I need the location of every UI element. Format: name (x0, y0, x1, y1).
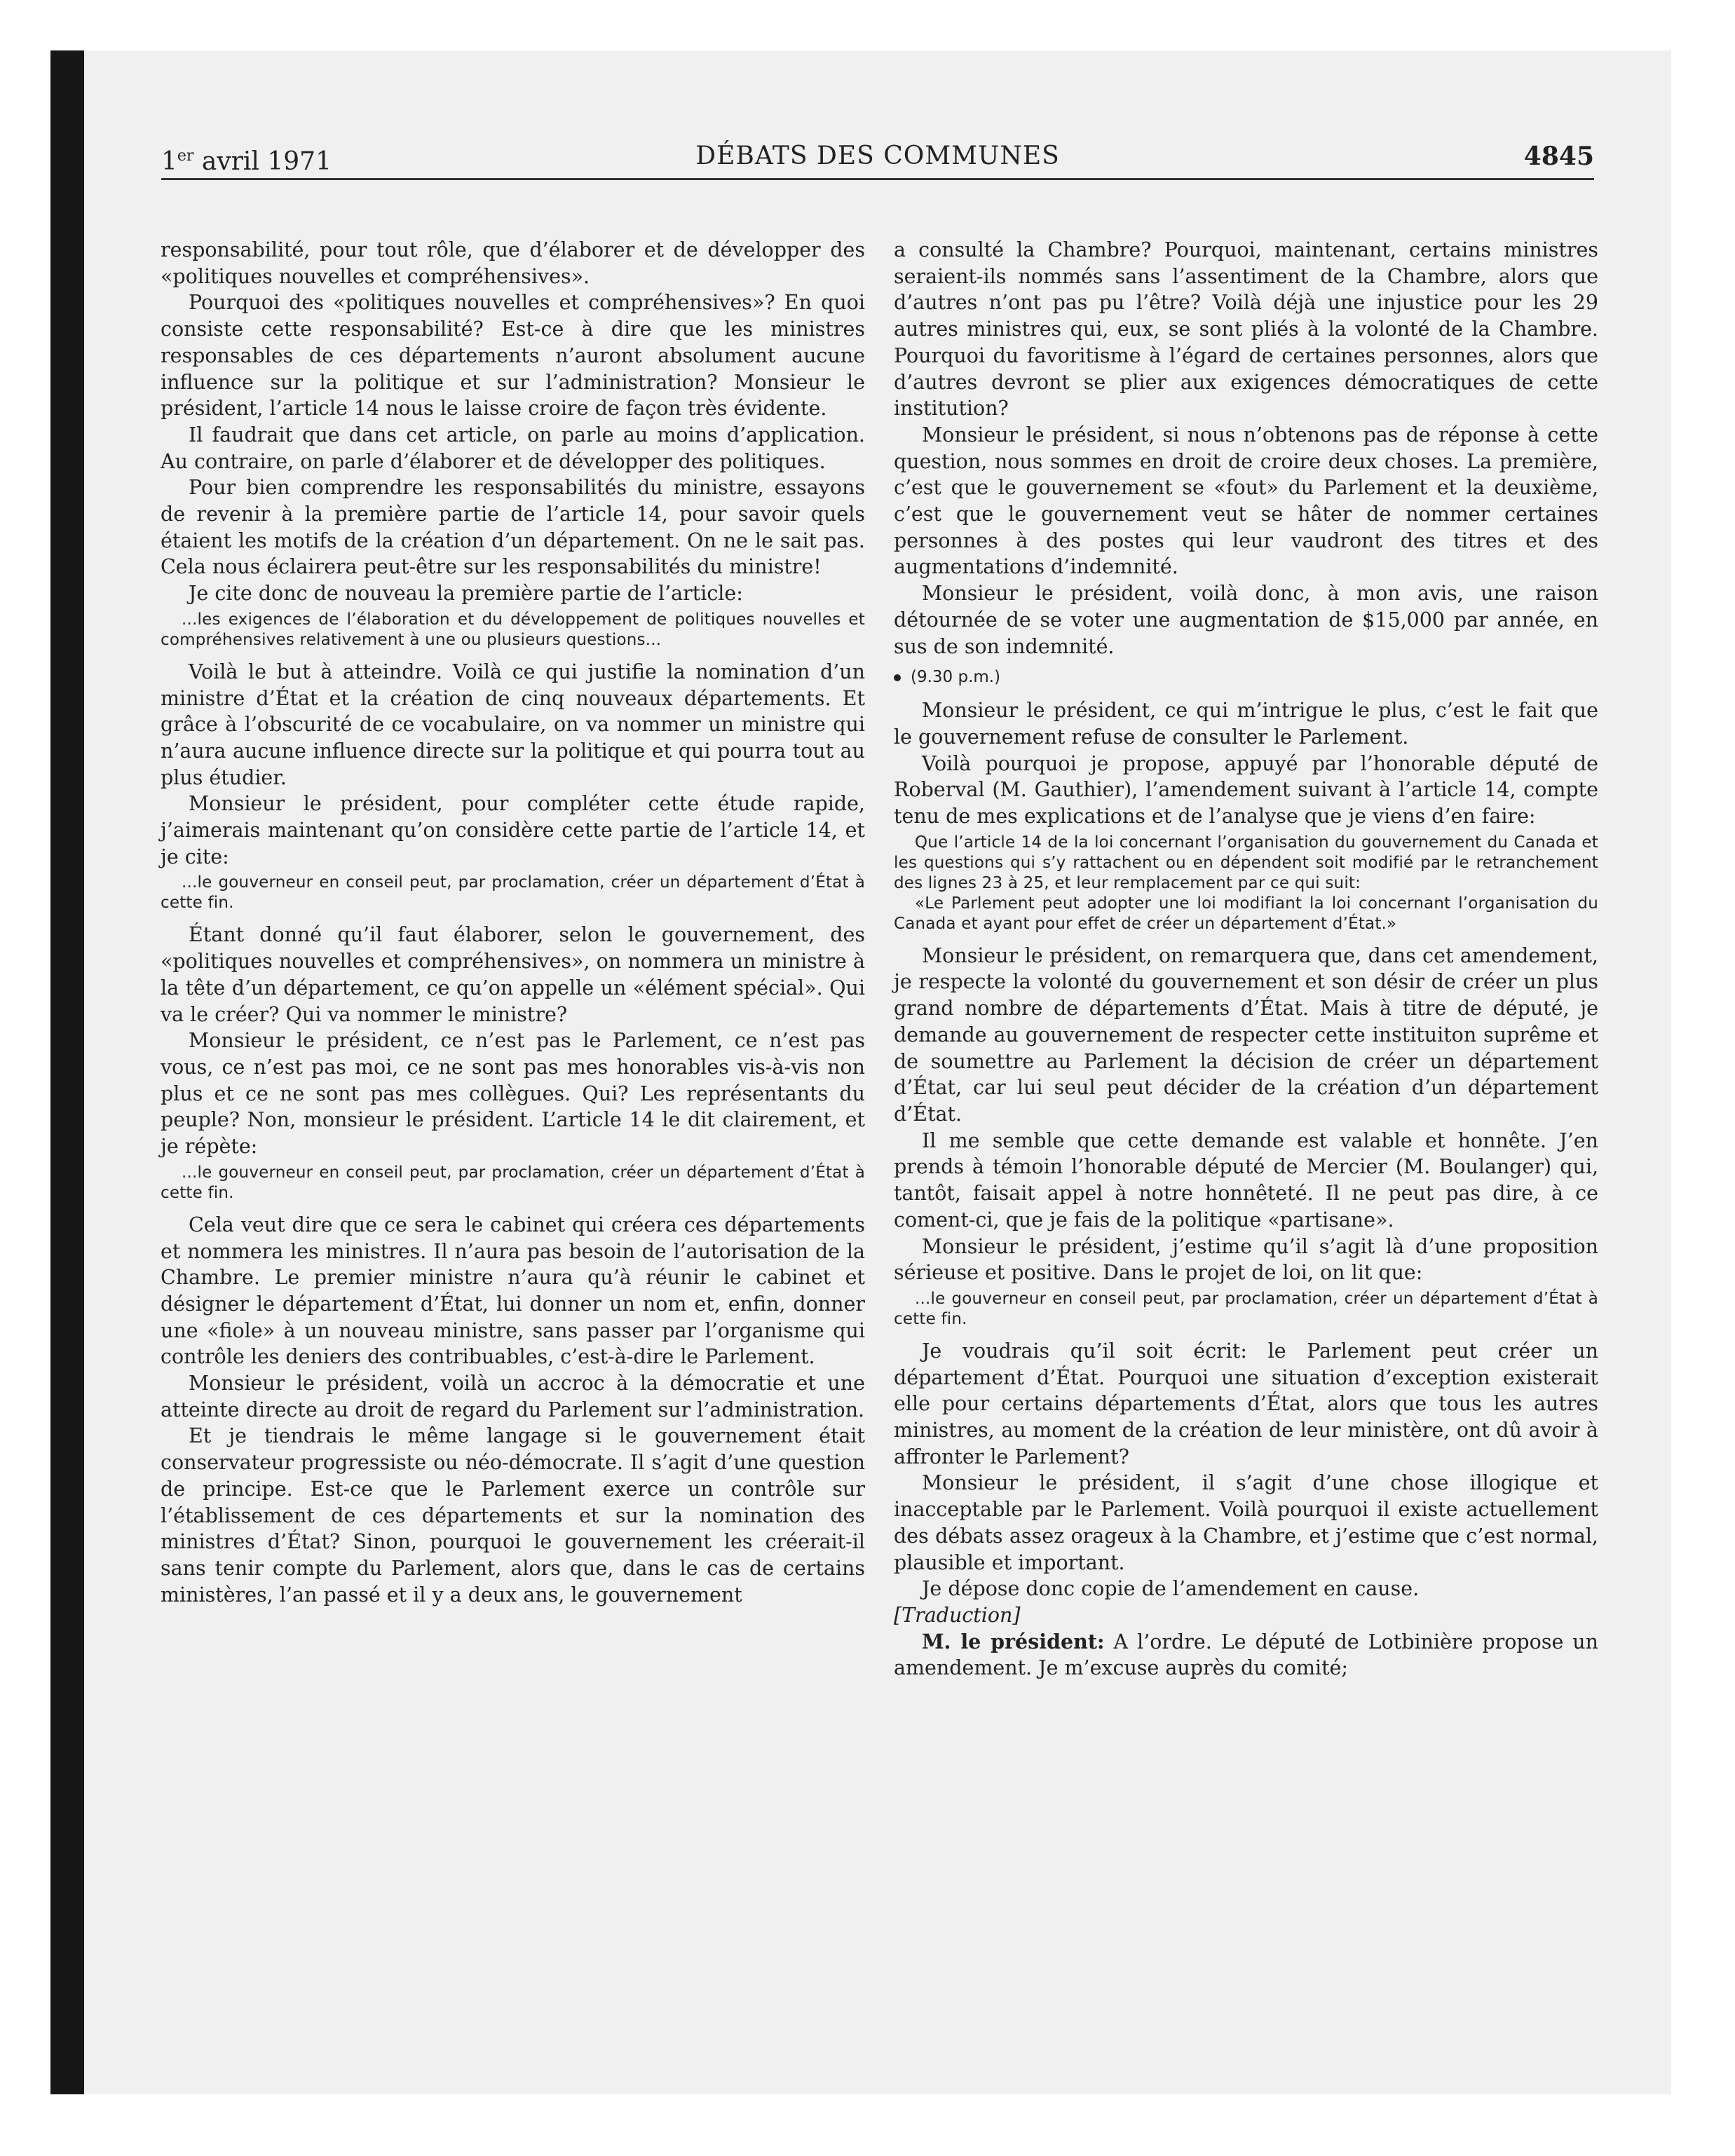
paragraph: Monsieur le président, voilà donc, à mon avis, une raison détournée de se voter une augmentation de $15,000 par année, en sus de son indemnité. (894, 582, 1598, 658)
paragraph: Monsieur le président, si nous n’obtenons pas de réponse à cette question, nous sommes en droit de croire deux choses. La première, c’est que le gouvernement se «fout» du Parlement et la deuxième, c’est que le gouvernement veut se hâter de nommer certaines personnes à des postes qui leur vaudront des titres et des augmentations d’indemnité. (894, 423, 1598, 579)
paragraph: Monsieur le président, il s’agit d’une chose illogique et inacceptable par le Parlement. Voilà pourquoi il existe actuellement des débats assez orageux à la Chambre, et j’estime que c’est normal, plausible et important. (894, 1471, 1598, 1574)
date-superscript: er (177, 147, 194, 165)
bullet-icon (894, 674, 901, 681)
paragraph (894, 1629, 1598, 1681)
paragraph: Monsieur le président, pour compléter cette étude rapide, j’aimerais maintenant qu’on considère cette partie de l’article 14, et je cite: (161, 792, 865, 868)
speaker-name: M. le président: (922, 1629, 1105, 1653)
block-quote (161, 873, 865, 913)
paragraph: Et je tiendrais le même langage si le gouvernement était conservateur progressiste ou néo-démocrate. Il s’agit d’une question de principe. Est-ce que le Parlement exerce un contrôle sur l’établissement de ces départements et sur la nomination des ministres d’État? Sinon, pourquoi le gouvernement les créerait-il sans tenir compte du Parlement, alors que, dans le cas de certains ministères, l’an passé et il y a deux ans, le gouvernement (161, 1424, 865, 1606)
paragraph: Voilà le but à atteindre. Voilà ce qui justifie la nomination d’un ministre d’État et la création de cinq nouveaux départements. Et grâce à l’obscurité de ce vocabulaire, on va nommer un ministre qui n’aura aucune influence directe sur la politique et qui pourra tout au plus étudier. (161, 660, 865, 789)
quote-text: ...le gouverneur en conseil peut, par proclamation, créer un département d’État à cette fin. (161, 873, 865, 913)
block-quote (894, 1289, 1598, 1330)
right-column (894, 237, 1598, 1681)
quote-text: «Le Parlement peut adopter une loi modifiant la loi concernant l’organisation du Canada et ayant pour effet de créer un département d’État.» (894, 894, 1598, 933)
quote-text: ...le gouverneur en conseil peut, par proclamation, créer un département d’État à cette fin. (894, 1289, 1598, 1328)
timestamp-text: (9.30 p.m.) (911, 668, 1001, 687)
block-quote (161, 1163, 865, 1203)
date-rest: avril 1971 (193, 147, 332, 176)
header-title: DÉBATS DES COMMUNES (695, 142, 1060, 170)
paragraph: Voilà pourquoi je propose, appuyé par l’honorable député de Roberval (M. Gauthier), l’amendement suivant à l’article 14, compte tenu de mes explications et de l’analyse que je viens d’en faire: (894, 751, 1598, 828)
time-marker (894, 667, 1598, 688)
paragraph: Il me semble que cette demande est valable et honnête. J’en prends à témoin l’honorable député de Mercier (M. Boulanger) qui, tantôt, faisait appel à notre honnêteté. Il ne peut pas dire, à ce coment-ci, que je fais de la politique «partisane». (894, 1128, 1598, 1231)
date-day: 1 (161, 147, 177, 176)
paragraph: Monsieur le président, on remarquera que, dans cet amendement, je respecte la volonté du gouvernement et son désir de créer un plus grand nombre de départements d’État. Mais à titre de député, je demande au gouvernement de respecter cette instituiton suprême et de soumettre au Parlement la décision de créer un département d’État, car lui seul peut décider de la création d’un département d’État. (894, 943, 1598, 1126)
quote-text: Que l’article 14 de la loi concernant l’organisation du gouvernement du Canada et les questions qui s’y rattachent ou en dépendent soit modifié par le retranchement des lignes 23 à 25, et leur remplacement par ce qui suit: (894, 833, 1598, 892)
paragraph: Monsieur le président, ce qui m’intrigue le plus, c’est le fait que le gouvernement refuse de consulter le Parlement. (894, 699, 1598, 749)
paragraph: Monsieur le président, j’estime qu’il s’agit là d’une proposition sérieuse et positive. Dans le projet de loi, on lit que: (894, 1234, 1598, 1285)
block-quote (161, 610, 865, 650)
paragraph: Pour bien comprendre les responsabilités du ministre, essayons de revenir à la première partie de l’article 14, pour savoir quels étaient les motifs de la création d’un département. On ne le sait pas. Cela nous éclairera peut-être sur les responsabilités du ministre! (161, 476, 865, 579)
paragraph: Monsieur le président, ce n’est pas le Parlement, ce n’est pas vous, ce n’est pas moi, ce ne sont pas mes honorables vis-à-vis non plus et ce ne sont pas mes collègues. Qui? Les représentants du peuple? Non, monsieur le président. L’article 14 le dit clairement, et je répète: (161, 1029, 865, 1159)
paragraph: Étant donné qu’il faut élaborer, selon le gouvernement, des «politiques nouvelles et compréhensives», on nommera un ministre à la tête d’un département, ce qu’on appelle un «élément spécial». Qui va le créer? Qui va nommer le ministre? (161, 923, 865, 1026)
block-quote (894, 833, 1598, 934)
quote-text: ...le gouverneur en conseil peut, par proclamation, créer un département d’État à cette fin. (161, 1163, 865, 1202)
paragraph: Pourquoi des «politiques nouvelles et compréhensives»? En quoi consiste cette responsabilité? Est-ce à dire que les ministres responsables de ces départements n’auront absolument aucune influence sur la politique et sur l’administration? Monsieur le président, l’article 14 nous le laisse croire de façon très évidente. (161, 291, 865, 421)
paragraph: Je voudrais qu’il soit écrit: le Parlement peut créer un département d’État. Pourquoi une situation d’exception existerait elle pour certains départements d’État, alors que tous les autres ministres, au moment de la création de leur ministère, ont dû avoir à affronter le Parlement? (894, 1339, 1598, 1468)
page-number: 4845 (1523, 142, 1594, 171)
left-column (161, 237, 865, 1608)
paragraph: Cela veut dire que ce sera le cabinet qui créera ces départements et nommera les ministres. Il n’aura pas besoin de l’autorisation de la Chambre. Le premier ministre n’aura qu’à réunir le cabinet et désigner le département d’État, lui donner un nom et, enfin, donner une «fiole» à un nouveau ministre, sans passer par l’organisme qui contrôle les deniers des contribuables, c’est-à-dire le Parlement. (161, 1213, 865, 1369)
paragraph: responsabilité, pour tout rôle, que d’élaborer et de développer des «politiques nouvelles et compréhensives». (161, 238, 865, 288)
paragraph: a consulté la Chambre? Pourquoi, maintenant, certains ministres seraient-ils nommés sans l’assentiment de la Chambre, alors que d’autres n’ont pas pu l’être? Voilà déjà une injustice pour les 29 autres ministres qui, eux, se sont pliés à la volonté de la Chambre. Pourquoi du favoritisme à l’égard de certaines personnes, alors que d’autres devront se plier aux exigences démocratiques de cette institution? (894, 238, 1598, 421)
page-header (161, 139, 1594, 180)
translation-marker: [Traduction] (894, 1603, 1021, 1627)
paragraph: Monsieur le président, voilà un accroc à la démocratie et une atteinte directe au droit de regard du Parlement sur l’administration. (161, 1372, 865, 1421)
paragraph: Il faudrait que dans cet article, on parle au moins d’application. Au contraire, on parle d’élaborer et de développer des politiques. (161, 423, 865, 473)
scan-border-edge (50, 50, 84, 2094)
paragraph: Je dépose donc copie de l’amendement en cause. (922, 1577, 1420, 1601)
speech-text: A l’ordre. Le député de Lotbinière propose un amendement. Je m’excuse auprès du comité; (894, 1630, 1598, 1680)
quote-text: ...les exigences de l’élaboration et du développement de politiques nouvelles et compréhensives relativement à une ou plusieurs questions... (161, 610, 865, 649)
paragraph: Je cite donc de nouveau la première partie de l’article: (189, 582, 743, 606)
